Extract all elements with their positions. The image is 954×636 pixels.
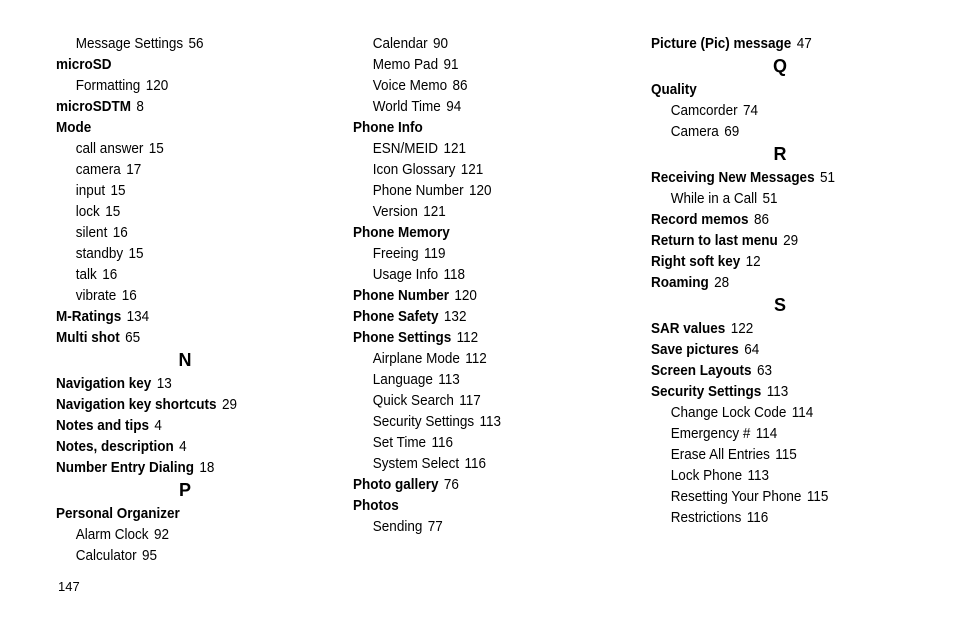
entry-page-number: 86: [753, 211, 769, 228]
entry-term: Mode: [56, 119, 92, 136]
index-subentry: [353, 264, 614, 285]
entry-term: Phone Settings: [353, 329, 452, 346]
entry-term: Quality: [651, 81, 697, 98]
entry-page-number: 120: [454, 287, 477, 304]
entry-term: Camcorder: [670, 102, 738, 119]
entry-page-number: 76: [443, 476, 459, 493]
entry-page-number: 122: [730, 320, 754, 337]
entry-term: While in a Call: [670, 190, 758, 207]
entry-page-number: 119: [423, 245, 446, 262]
index-subentry: [353, 180, 614, 201]
entry-page-number: 18: [199, 459, 215, 476]
index-subentry: [651, 121, 912, 142]
index-subentry: [353, 411, 614, 432]
index-entry: [651, 272, 912, 293]
entry-term: Receiving New Messages: [651, 169, 815, 186]
index-entry: [651, 360, 912, 381]
entry-page-number: 15: [148, 140, 164, 157]
entry-page-number: 117: [459, 392, 481, 409]
entry-term: standby: [75, 245, 124, 262]
index-entry: [353, 327, 614, 348]
index-entry: [56, 54, 317, 75]
section-letter: S: [773, 295, 786, 315]
entry-term: Phone Number: [372, 182, 464, 199]
entry-term: ESN/MEID: [372, 140, 439, 157]
index-entry: [56, 96, 317, 117]
index-subentry: [56, 545, 317, 566]
entry-term: Save pictures: [651, 341, 739, 358]
index-subentry: [56, 222, 317, 243]
index-subentry: [56, 33, 317, 54]
entry-page-number: 116: [464, 455, 487, 472]
entry-page-number: 17: [126, 161, 142, 178]
entry-term: Photo gallery: [353, 476, 439, 493]
entry-term: Usage Info: [372, 266, 439, 283]
entry-page-number: 63: [756, 362, 772, 379]
entry-page-number: 121: [423, 203, 446, 220]
entry-page-number: 4: [179, 438, 187, 455]
entry-page-number: 28: [714, 274, 730, 291]
entry-term: Photos: [353, 497, 399, 514]
index-entry: [353, 474, 614, 495]
entry-page-number: 16: [121, 287, 137, 304]
entry-page-number: 95: [141, 547, 157, 564]
entry-term: Resetting Your Phone: [670, 488, 802, 505]
index-subentry: [651, 402, 912, 423]
entry-page-number: 69: [724, 123, 740, 140]
entry-page-number: 65: [125, 329, 141, 346]
index-entry: [651, 251, 912, 272]
index-entry: [651, 79, 912, 100]
entry-page-number: 29: [221, 396, 237, 413]
index-entry: [353, 222, 614, 243]
entry-page-number: 94: [446, 98, 462, 115]
entry-term: Emergency #: [670, 425, 751, 442]
entry-term: Personal Organizer: [56, 505, 180, 522]
entry-term: Language: [372, 371, 433, 388]
index-subentry: [651, 465, 912, 486]
entry-page-number: 132: [443, 308, 467, 325]
entry-term: vibrate: [75, 287, 117, 304]
section-letter: P: [178, 480, 191, 500]
entry-term: Message Settings: [75, 35, 184, 52]
entry-page-number: 114: [791, 404, 814, 421]
entry-term: SAR values: [651, 320, 726, 337]
entry-term: Icon Glossary: [372, 161, 456, 178]
index-entry: [56, 415, 317, 436]
index-subentry: [353, 453, 614, 474]
index-subentry: [56, 159, 317, 180]
index-subentry: [56, 138, 317, 159]
entry-term: Set Time: [372, 434, 427, 451]
index-entry: [651, 339, 912, 360]
entry-term: call answer: [75, 140, 144, 157]
entry-term: Screen Layouts: [651, 362, 752, 379]
entry-term: Phone Memory: [353, 224, 450, 241]
entry-term: Airplane Mode: [372, 350, 460, 367]
entry-page-number: 92: [153, 526, 169, 543]
entry-term: Phone Info: [353, 119, 423, 136]
entry-page-number: 16: [112, 224, 128, 241]
entry-page-number: 12: [745, 253, 761, 270]
index-entry: [651, 167, 912, 188]
entry-term: Security Settings: [372, 413, 475, 430]
entry-page-number: 77: [427, 518, 443, 535]
index-entry: [56, 436, 317, 457]
entry-page-number: 4: [154, 417, 162, 434]
index-column-2: [353, 33, 643, 537]
entry-term: lock: [75, 203, 100, 220]
entry-page-number: 86: [452, 77, 468, 94]
index-subentry: [56, 524, 317, 545]
index-subentry: [56, 201, 317, 222]
index-subentry: [353, 159, 614, 180]
section-letter: R: [773, 144, 787, 164]
index-subentry: [651, 423, 912, 444]
entry-page-number: 134: [126, 308, 150, 325]
index-subentry: [651, 100, 912, 121]
entry-page-number: 64: [744, 341, 760, 358]
entry-term: Lock Phone: [670, 467, 743, 484]
entry-page-number: 115: [775, 446, 797, 463]
index-entry: [56, 503, 317, 524]
entry-page-number: 113: [438, 371, 460, 388]
index-entry: [56, 394, 317, 415]
entry-page-number: 90: [432, 35, 449, 52]
entry-term: Phone Safety: [353, 308, 439, 325]
entry-page-number: 120: [145, 77, 169, 94]
entry-term: input: [75, 182, 106, 199]
entry-term: Voice Memo: [372, 77, 448, 94]
entry-term: Formatting: [75, 77, 141, 94]
entry-page-number: 51: [819, 169, 836, 186]
index-entry: [651, 209, 912, 230]
entry-page-number: 116: [746, 509, 769, 526]
entry-term: microSD: [56, 56, 112, 73]
entry-page-number: 121: [460, 161, 484, 178]
index-entry: [56, 327, 317, 348]
index-subentry: [651, 486, 912, 507]
entry-page-number: 15: [110, 182, 126, 199]
entry-term: Return to last menu: [651, 232, 778, 249]
entry-page-number: 112: [456, 329, 479, 346]
entry-term: Roaming: [651, 274, 709, 291]
entry-term: Restrictions: [670, 509, 742, 526]
entry-term: Navigation key shortcuts: [56, 396, 217, 413]
entry-term: Freeing: [372, 245, 419, 262]
entry-page-number: 8: [136, 98, 144, 115]
index-subentry: [56, 264, 317, 285]
entry-term: Erase All Entries: [670, 446, 770, 463]
section-letter: Q: [772, 56, 787, 76]
entry-term: camera: [75, 161, 121, 178]
entry-term: Phone Number: [353, 287, 450, 304]
section-letter: N: [178, 350, 192, 370]
entry-term: System Select: [372, 455, 460, 472]
index-entry: [56, 457, 317, 478]
index-subentry: [353, 33, 614, 54]
entry-page-number: 120: [469, 182, 492, 199]
entry-term: Right soft key: [651, 253, 741, 270]
index-column-3: [651, 33, 941, 528]
entry-term: Memo Pad: [372, 56, 439, 73]
entry-term: Change Lock Code: [670, 404, 787, 421]
entry-term: M-Ratings: [56, 308, 122, 325]
index-subentry: [56, 75, 317, 96]
entry-page-number: 113: [766, 383, 789, 400]
entry-page-number: 121: [443, 140, 466, 157]
index-entry: [56, 117, 317, 138]
index-column-1: [56, 33, 346, 566]
index-entry: [56, 373, 317, 394]
index-subentry: [353, 516, 614, 537]
index-subentry: [353, 201, 614, 222]
index-entry: [353, 495, 614, 516]
entry-page-number: 113: [479, 413, 502, 430]
entry-term: Camera: [670, 123, 719, 140]
page-number: 147: [58, 579, 80, 594]
entry-page-number: 29: [783, 232, 799, 249]
index-entry: [353, 285, 614, 306]
entry-term: Version: [372, 203, 418, 220]
index-entry: [56, 306, 317, 327]
entry-term: Record memos: [651, 211, 749, 228]
index-entry: [651, 381, 912, 402]
index-subentry: [56, 285, 317, 306]
index-subentry: [56, 180, 317, 201]
entry-page-number: 113: [747, 467, 770, 484]
index-subentry: [353, 390, 614, 411]
index-subentry: [353, 243, 614, 264]
index-subentry: [353, 348, 614, 369]
entry-page-number: 51: [762, 190, 778, 207]
index-subentry: [353, 54, 614, 75]
entry-term: Security Settings: [651, 383, 762, 400]
index-subentry: [353, 369, 614, 390]
index-entry: [651, 318, 912, 339]
index-subentry: [353, 138, 614, 159]
index-subentry: [353, 432, 614, 453]
entry-term: Navigation key: [56, 375, 152, 392]
entry-page-number: 15: [105, 203, 121, 220]
entry-page-number: 112: [465, 350, 487, 367]
entry-page-number: 91: [443, 56, 459, 73]
index-entry: [651, 33, 912, 54]
index-entry: [353, 117, 614, 138]
entry-term: Calendar: [372, 35, 428, 52]
entry-page-number: 74: [742, 102, 758, 119]
index-subentry: [651, 444, 912, 465]
entry-page-number: 118: [443, 266, 466, 283]
index-subentry: [56, 243, 317, 264]
entry-page-number: 13: [156, 375, 172, 392]
entry-page-number: 114: [755, 425, 778, 442]
entry-term: Calculator: [75, 547, 137, 564]
entry-term: Picture (Pic) message: [651, 35, 792, 52]
entry-term: Notes and tips: [56, 417, 150, 434]
entry-page-number: 16: [102, 266, 118, 283]
index-entry: [651, 230, 912, 251]
entry-term: Number Entry Dialing: [56, 459, 195, 476]
entry-term: Quick Search: [372, 392, 454, 409]
entry-term: microSDTM: [56, 98, 132, 115]
entry-term: Sending: [372, 518, 423, 535]
index-subentry: [651, 507, 912, 528]
index-entry: [353, 306, 614, 327]
entry-page-number: 47: [796, 35, 812, 52]
entry-page-number: 115: [806, 488, 829, 505]
entry-page-number: 116: [431, 434, 453, 451]
entry-term: talk: [75, 266, 97, 283]
entry-page-number: 56: [188, 35, 204, 52]
index-subentry: [651, 188, 912, 209]
entry-term: Multi shot: [56, 329, 120, 346]
index-subentry: [353, 75, 614, 96]
entry-page-number: 15: [128, 245, 144, 262]
entry-term: silent: [75, 224, 108, 241]
entry-term: World Time: [372, 98, 441, 115]
entry-term: Alarm Clock: [75, 526, 149, 543]
entry-term: Notes, description: [56, 438, 174, 455]
index-subentry: [353, 96, 614, 117]
